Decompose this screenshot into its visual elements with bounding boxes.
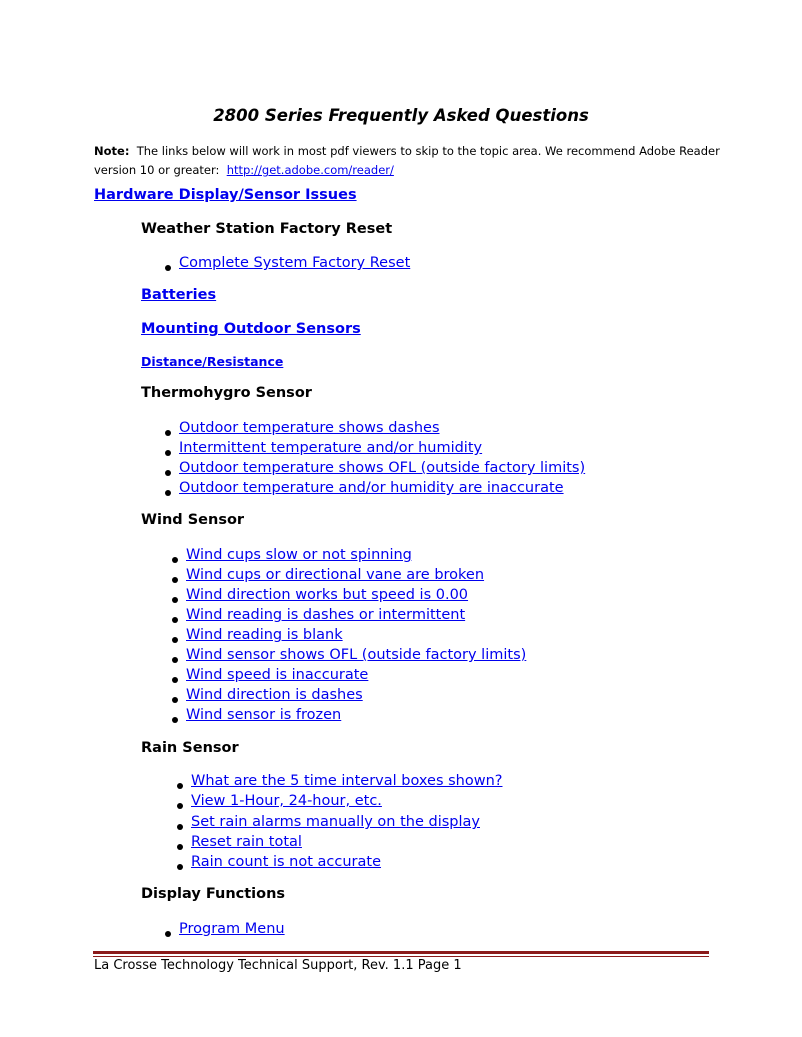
bullet-icon xyxy=(177,824,183,830)
bullet-icon xyxy=(172,657,178,663)
bullet-icon xyxy=(165,265,171,271)
factory-reset-heading: Weather Station Factory Reset xyxy=(141,221,393,237)
bullet-icon xyxy=(177,864,183,870)
footer-divider-thin xyxy=(93,956,709,957)
note-paragraph xyxy=(94,142,724,180)
page-footer: La Crosse Technology Technical Support, Rev. 1.1 Page 1 xyxy=(94,958,462,973)
bullet-icon xyxy=(172,597,178,603)
footer-divider xyxy=(93,951,709,954)
link-wind-cups-slow[interactable]: Wind cups slow or not spinning xyxy=(186,547,412,563)
mounting-link[interactable]: Mounting Outdoor Sensors xyxy=(141,321,361,337)
batteries-link[interactable]: Batteries xyxy=(141,287,217,303)
bullet-icon xyxy=(177,844,183,850)
link-wind-speed-zero[interactable]: Wind direction works but speed is 0.00 xyxy=(186,587,469,603)
link-wind-direction-dashes[interactable]: Wind direction is dashes xyxy=(186,687,363,703)
link-outdoor-temp-dashes[interactable]: Outdoor temperature shows dashes xyxy=(179,420,440,436)
link-outdoor-temp-inaccurate[interactable]: Outdoor temperature and/or humidity are inaccurate xyxy=(179,480,564,496)
rain-sensor-heading: Rain Sensor xyxy=(141,740,239,756)
bullet-icon xyxy=(165,490,171,496)
link-rain-reset-total[interactable]: Reset rain total xyxy=(191,834,302,850)
bullet-icon xyxy=(172,617,178,623)
link-wind-dashes-intermittent[interactable]: Wind reading is dashes or intermittent xyxy=(186,607,466,623)
bullet-icon xyxy=(177,783,183,789)
link-outdoor-temp-ofl[interactable]: Outdoor temperature shows OFL (outside factory limits) xyxy=(179,460,586,476)
link-wind-sensor-frozen[interactable]: Wind sensor is frozen xyxy=(186,707,342,723)
link-wind-speed-inaccurate[interactable]: Wind speed is inaccurate xyxy=(186,667,369,683)
link-rain-count-inaccurate[interactable]: Rain count is not accurate xyxy=(191,854,382,870)
note-text: The links below will work in most pdf viewers to skip to the topic area. We recommend Adobe Reader version 10 or greater: xyxy=(94,144,720,177)
bullet-icon xyxy=(172,557,178,563)
bullet-icon xyxy=(172,637,178,643)
bullet-icon xyxy=(165,450,171,456)
thermohygro-heading: Thermohygro Sensor xyxy=(141,385,312,401)
link-program-menu[interactable]: Program Menu xyxy=(179,921,285,937)
note-label: Note: xyxy=(94,144,130,158)
adobe-reader-link[interactable]: http://get.adobe.com/reader/ xyxy=(226,163,394,177)
distance-resistance-link[interactable]: Distance/Resistance xyxy=(141,354,284,369)
link-rain-alarms[interactable]: Set rain alarms manually on the display xyxy=(191,814,480,830)
bullet-icon xyxy=(172,577,178,583)
display-functions-heading: Display Functions xyxy=(141,886,286,902)
bullet-icon xyxy=(165,470,171,476)
wind-sensor-heading: Wind Sensor xyxy=(141,512,245,528)
bullet-icon xyxy=(172,717,178,723)
hardware-issues-link[interactable]: Hardware Display/Sensor Issues xyxy=(94,187,357,203)
bullet-icon xyxy=(172,697,178,703)
link-intermittent-temp-humidity[interactable]: Intermittent temperature and/or humidity xyxy=(179,440,483,456)
link-rain-time-intervals[interactable]: What are the 5 time interval boxes shown? xyxy=(191,773,503,789)
bullet-icon xyxy=(165,931,171,937)
link-wind-ofl[interactable]: Wind sensor shows OFL (outside factory limits) xyxy=(186,647,527,663)
bullet-icon xyxy=(177,803,183,809)
bullet-icon xyxy=(165,430,171,436)
link-complete-system-factory-reset[interactable]: Complete System Factory Reset xyxy=(179,255,411,271)
link-rain-view-hours[interactable]: View 1-Hour, 24-hour, etc. xyxy=(191,793,382,809)
link-wind-cups-broken[interactable]: Wind cups or directional vane are broken xyxy=(186,567,485,583)
bullet-icon xyxy=(172,677,178,683)
page-title: 2800 Series Frequently Asked Questions xyxy=(213,106,589,125)
link-wind-blank[interactable]: Wind reading is blank xyxy=(186,627,343,643)
